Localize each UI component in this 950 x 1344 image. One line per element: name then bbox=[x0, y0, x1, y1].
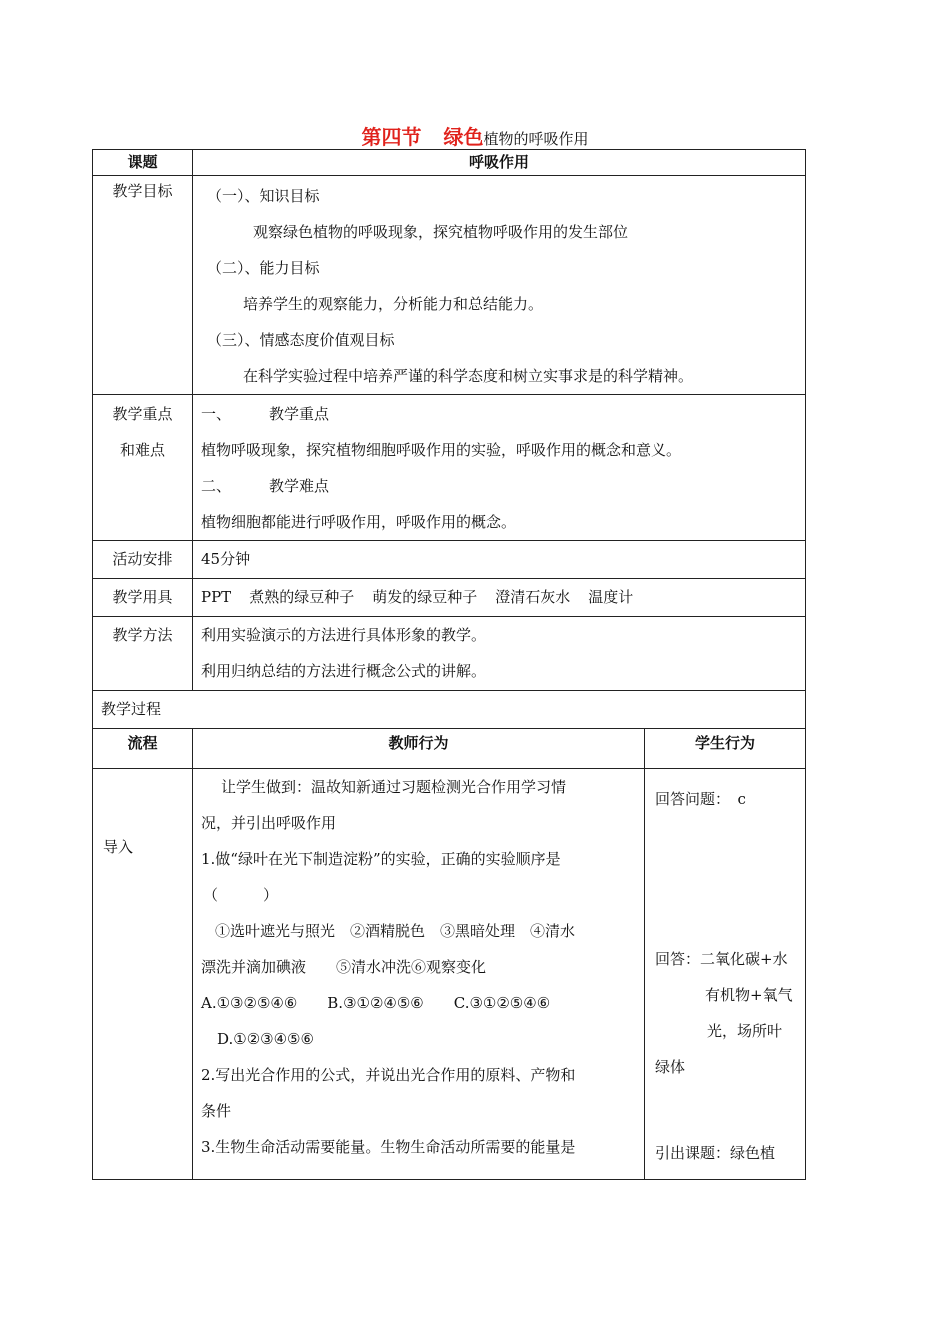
method-line: 利用归纳总结的方法进行概念公式的讲解。 bbox=[201, 662, 487, 680]
activity-value: 45分钟 bbox=[193, 541, 806, 579]
intro-row bbox=[93, 769, 806, 1180]
activity-row bbox=[93, 541, 806, 579]
tool-item: 煮熟的绿豆种子 bbox=[249, 588, 355, 606]
student-answer: 光，场所叶 bbox=[707, 1022, 783, 1040]
student-cell bbox=[645, 769, 806, 1180]
teacher-line: 条件 bbox=[201, 1102, 232, 1120]
difficulty-heading-num: 二、 bbox=[201, 477, 232, 495]
teacher-cell bbox=[193, 769, 645, 1180]
flow-step: 导入 bbox=[103, 838, 134, 856]
student-header: 学生行为 bbox=[645, 729, 806, 769]
tool-item: 澄清石灰水 bbox=[495, 588, 571, 606]
objective-heading: （三）、情感态度价值观目标 bbox=[207, 331, 395, 349]
tools-list bbox=[193, 579, 806, 617]
topic-label: 课题 bbox=[93, 150, 193, 176]
process-label-row bbox=[93, 691, 806, 729]
methods-row bbox=[93, 617, 806, 691]
student-answer: 有机物+氧气 bbox=[705, 986, 793, 1004]
topic-row bbox=[93, 150, 806, 176]
student-answer: 回答：二氧化碳+水 bbox=[655, 950, 788, 968]
keypoints-label bbox=[93, 395, 193, 541]
process-header-row bbox=[93, 729, 806, 769]
title-green: 绿色 bbox=[443, 125, 484, 149]
methods-label: 教学方法 bbox=[93, 617, 193, 691]
keypoints-label-line2: 和难点 bbox=[119, 441, 165, 459]
difficulty-text: 植物细胞都能进行呼吸作用，呼吸作用的概念。 bbox=[201, 513, 517, 531]
tool-item: 萌发的绿豆种子 bbox=[372, 588, 478, 606]
student-answer: 绿体 bbox=[655, 1058, 686, 1076]
keypoint-heading-text: 教学重点 bbox=[269, 405, 330, 423]
keypoints-row bbox=[93, 395, 806, 541]
teacher-line: 让学生做到：温故知新通过习题检测光合作用学习情 bbox=[221, 778, 567, 796]
teacher-line: 漂洗并滴加碘液 ⑤清水冲洗⑥观察变化 bbox=[201, 958, 487, 976]
student-answer: 引出课题：绿色植 bbox=[655, 1144, 776, 1162]
objectives-content bbox=[193, 176, 806, 395]
flow-cell bbox=[93, 769, 193, 1180]
tools-row bbox=[93, 579, 806, 617]
activity-label: 活动安排 bbox=[93, 541, 193, 579]
topic-value: 呼吸作用 bbox=[193, 150, 806, 176]
methods-content bbox=[193, 617, 806, 691]
objectives-row bbox=[93, 176, 806, 395]
process-label: 教学过程 bbox=[93, 691, 806, 729]
teacher-line: 3.生物生命活动需要能量。生物生命活动所需要的能量是 bbox=[201, 1138, 576, 1156]
keypoint-text: 植物呼吸现象，探究植物细胞呼吸作用的实验，呼吸作用的概念和意义。 bbox=[201, 441, 682, 459]
teacher-line: A.①③②⑤④⑥ B.③①②④⑤⑥ C.③①②⑤④⑥ bbox=[201, 994, 551, 1012]
teacher-line: D.①②③④⑤⑥ bbox=[217, 1030, 314, 1048]
flow-header: 流程 bbox=[93, 729, 193, 769]
objective-heading: （一）、知识目标 bbox=[207, 187, 320, 205]
process-table bbox=[92, 728, 806, 1180]
tool-item: 温度计 bbox=[588, 588, 634, 606]
page-title bbox=[0, 124, 950, 152]
objectives-label: 教学目标 bbox=[93, 176, 193, 395]
keypoint-heading bbox=[193, 396, 805, 432]
teacher-line: ①选叶遮光与照光 ②酒精脱色 ③黑暗处理 ④清水 bbox=[215, 922, 576, 940]
objective-text: 在科学实验过程中培养严谨的科学态度和树立实事求是的科学精神。 bbox=[243, 367, 694, 385]
teacher-line: 2.写出光合作用的公式，并说出光合作用的原料、产物和 bbox=[201, 1066, 576, 1084]
objective-text: 培养学生的观察能力，分析能力和总结能力。 bbox=[243, 295, 544, 313]
lesson-info-table bbox=[92, 149, 806, 729]
teacher-line: 1.做“绿叶在光下制造淀粉”的实验，正确的实验顺序是 bbox=[201, 850, 561, 868]
teacher-line: （ ） bbox=[203, 886, 279, 904]
teacher-line: 况，并引出呼吸作用 bbox=[201, 814, 337, 832]
tool-item: PPT bbox=[201, 588, 232, 606]
title-section: 第四节 bbox=[361, 125, 422, 149]
keypoints-content bbox=[193, 395, 806, 541]
keypoints-label-line1: 教学重点 bbox=[112, 405, 173, 423]
method-line: 利用实验演示的方法进行具体形象的教学。 bbox=[201, 626, 487, 644]
objective-text: 观察绿色植物的呼吸现象，探究植物呼吸作用的发生部位 bbox=[253, 223, 629, 241]
difficulty-heading bbox=[193, 468, 805, 504]
keypoint-heading-num: 一、 bbox=[201, 405, 232, 423]
student-answer: 回答问题： c bbox=[655, 790, 746, 808]
objective-heading: （二）、能力目标 bbox=[207, 259, 320, 277]
teacher-header: 教师行为 bbox=[193, 729, 645, 769]
title-rest: 植物的呼吸作用 bbox=[483, 130, 589, 148]
difficulty-heading-text: 教学难点 bbox=[269, 477, 330, 495]
tools-label: 教学用具 bbox=[93, 579, 193, 617]
